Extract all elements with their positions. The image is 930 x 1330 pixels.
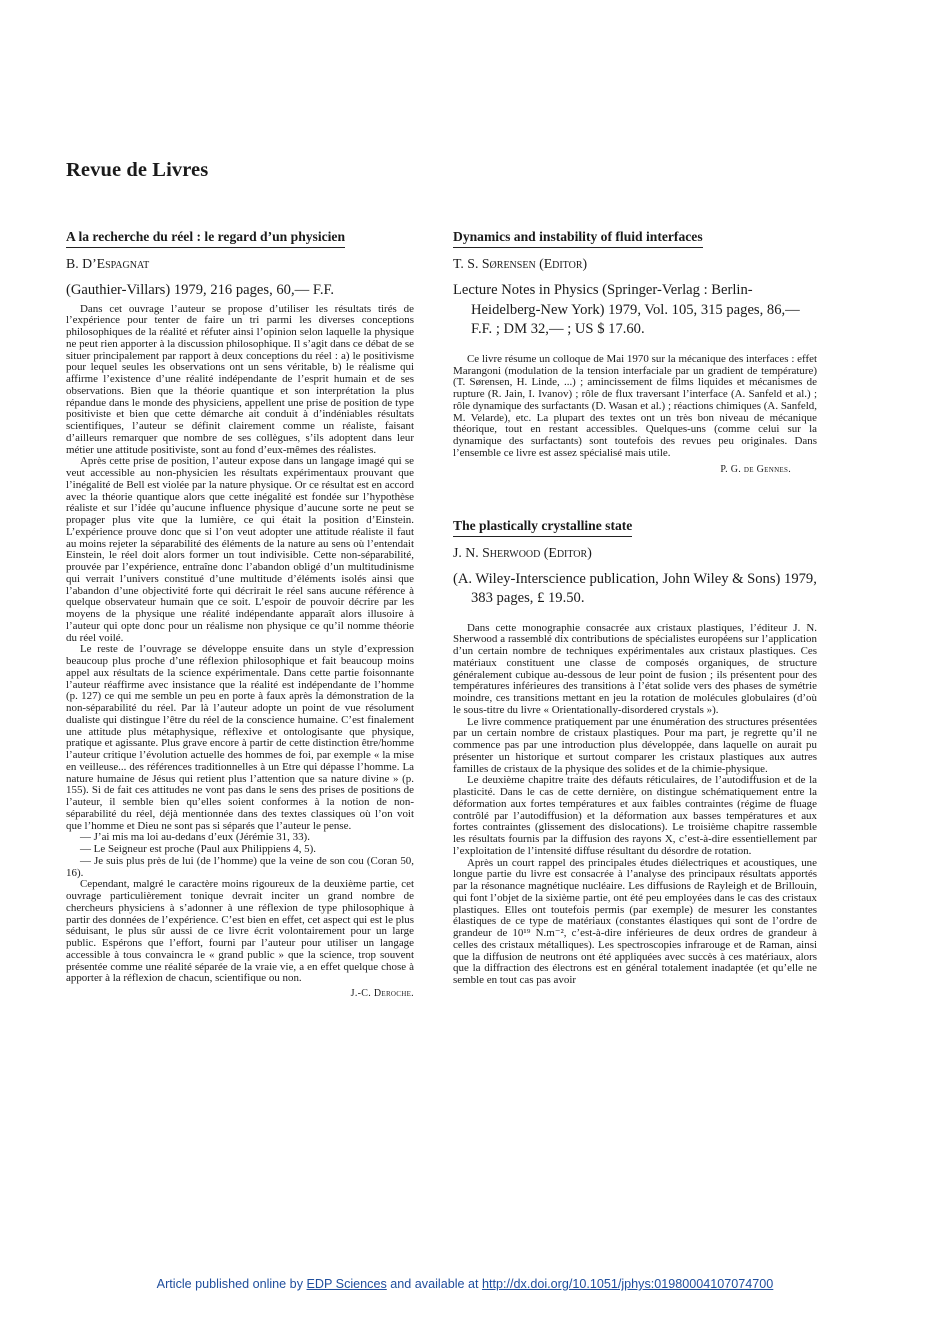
paragraph: Le livre commence pratiquement par une énumération des structures présentées par un certain nombre de cristaux plastiques. Pour ma part, je regrette qu’il ne commence pas par une introduction plus développée, dans laquelle on aurait pu présenter un historique et surtout comparer les cristaux plastiques aux autres familles de cristaux de la physique des solides et de la chimie-physique. <box>453 715 817 775</box>
right-review-2-title: The plastically crystalline state <box>453 517 632 537</box>
paragraph: Ce livre résume un colloque de Mai 1970 sur la mécanique des interfaces : effet Marangoni (modulation de la tension interfaciale par un gradient de température) (T. Sørensen, H. Linde, ...) ; amincissement de films liquides et mécanismes de rupture (R. Jain, I. Ivanov) ; rôle de flux traversant l’interface (A. Sanfeld et al.) ; rôle dynamique des surfactants (D. Wasan et al.) ; réactions chimiques (A. Sanfeld, M. Velarde), etc. La plupart des textes ont un très bon niveau de mécanique théorique, tout en restant accessibles. Quelques-uns (comme celui sur la dynamique des surfactants) sont toutefois des revues peu originales. Dans l’ensemble ce livre est assez spécialisé mais utile. <box>453 352 817 459</box>
paragraph: Après un court rappel des principales études diélectriques et acoustiques, une longue partie du livre est consacrée à l’analyse des principaux résultats apportés par la résonance magnétique nucléaire. Les diffusions de Rayleigh et de Brillouin, qui font l’objet de la sixième partie, ont été peu employées dans le cas des cristaux plastiques. Elles ont toutefois permis (par exemple) de mesurer les constantes élastiques de ce type de matériaux (constantes élastiques qui sont de l’ordre de grandeur de 10¹⁹ N.m⁻², c’est-à-dire inférieures de deux ordres de grandeur à celles des cristaux métalliques). Les spectroscopies infrarouge et de Raman, ainsi que la diffusion de neutrons ont été appliquées avec succès à ces matériaux, alors que la diffraction des électrons est en général totalement inadaptée (et qu’elle ne semble en tout cas pas avoir <box>453 856 817 987</box>
right-review-1-signature: P. G. de Gennes. <box>720 463 791 475</box>
paragraph: Le reste de l’ouvrage se développe ensuite dans un style d’expression beaucoup plus proche d’une réflexion philosophique et fait beaucoup moins appel aux résultats de la science expérimentale. Dans cette partie foisonnante l’auteur réaffirme avec insistance que la réalité est indépendante de l’homme (p. 127) ce qui me semble un peu en porte à faux après la démonstration de la non-séparabilité du réel. Par là l’auteur adopte un point de vue résolument dualiste qui distingue l’être du réel de la conscience humaine. C’est finalement une attitude plus métaphysique, réflexive et ontologisante que physique, pratique et agissante. Plus grave encore à partir de cette distinction être/homme l’auteur critique l’évolution actuelle des hommes de foi, par exemple « la mise en veilleuse... des références traditionnelles à un Etre qui dépasse l’homme. La nature humaine de Jésus qui retient plus l’attention que sa nature divine » (p. 155). Si de fait ces attitudes ne vont pas dans le sens des prises de positions de l’auteur, il semble bien qu’elles soient conformes à la notion de non-séparabilité du réel, déjà mentionnée dans des textes classiques où l’on voit que l’homme et Dieu ne sont pas si séparés que l’auteur le pense. <box>66 643 414 832</box>
quote: — J’ai mis ma loi au-dedans d’eux (Jérémie 31, 33). <box>80 831 310 844</box>
right-review-2-body <box>453 623 817 987</box>
paragraph: Après cette prise de position, l’auteur expose dans un langage imagé qui se veut accessible au non-physicien les résultats expérimentaux prouvant que l’inégalité de Bell est violée par la nature physique. Or ce résultat est en accord avec la théorie quantique alors que cette inégalité est fondée sur l’hypothèse réaliste et sur l’idée qu’aucune influence physique d’aucune sorte ne peut se propager plus vite que la lumière, ce qui était la position d’Einstein. L’expérience prouve donc que si l’on veut adopter une attitude réaliste il faut au moins rejeter la séparabilité des éléments de la nature au sens où l’entendait Einstein, le réel doit alors former un tout indivisible. Cette non-séparabilité, prouvée par l’expérience, entraîne donc l’abandon obligé d’un multitudinisme qui verrait l’univers constitué d’une multitude d’éléments isolés ainsi que l’abandon d’une objectivité forte qui décrirait le réel sans aucune référence à quelque observateur humain que ce soit. L’espoir de pouvoir décrire par les moyens de la physique une réalité indépendante apparaît alors illusoire à l’auteur qui opte donc pour un réalisme non physique ce qu’il nomme théorie du réel voilé. <box>66 455 414 644</box>
left-review-signature: J.-C. Deroche. <box>350 988 414 1000</box>
doi-link[interactable]: http://dx.doi.org/10.1051/jphys:01980004107074700 <box>482 1277 774 1291</box>
left-review-title: A la recherche du réel : le regard d’un physicien <box>66 228 345 248</box>
left-review <box>66 228 414 999</box>
quote: — Le Seigneur est proche (Paul aux Philippiens 4, 5). <box>80 843 317 856</box>
footer-middle: and available at <box>386 1277 483 1291</box>
left-review-author: B. D’Espagnat <box>66 256 150 271</box>
paragraph: Cependant, malgré le caractère moins rigoureux de la deuxième partie, cet ouvrage particulièrement tonique devrait inciter un grand nombre de chercheurs physiciens à s’adonner à une réflexion de type philosophique à partir des données de l’expérience. C’est bien en effet, cet aspect qui est le plus séduisant, le plus sûr aussi de ce livre écrit volontairement pour un large public. Espérons que l’effort, fourni par l’auteur pour utiliser un langage accessible à tous convaincra le « grand public » que la science, trop souvent présentée comme une réalité séparée de la vraie vie, a en effet quelque chose à apporter à la réflexion de chacun, scientifique ou non. <box>66 878 414 985</box>
right-review-1-body <box>453 354 817 460</box>
footer-notice <box>0 1277 930 1291</box>
footer-prefix: Article published online by <box>156 1277 307 1291</box>
right-review-1-publication: Lecture Notes in Physics (Springer-Verlag : Berlin-Heidelberg-New York) 1979, Vol. 105, 315 pages, 86,— F.F. ; DM 32,— ; US $ 17.60. <box>453 282 800 338</box>
left-review-body <box>66 304 414 986</box>
left-review-publication: (Gauthier-Villars) 1979, 216 pages, 60,— F.F. <box>66 282 335 298</box>
edp-sciences-link[interactable]: EDP Sciences <box>306 1277 387 1291</box>
section-title: Revue de Livres <box>66 159 209 181</box>
right-column <box>453 228 817 987</box>
right-review-2-author: J. N. Sherwood (Editor) <box>453 544 592 560</box>
right-review-2-publication: (A. Wiley-Interscience publication, John Wiley & Sons) 1979, 383 pages, £ 19.50. <box>453 570 817 607</box>
quote: — Je suis plus près de lui (de l’homme) que la veine de son cou (Coran 50, 16). <box>66 854 414 879</box>
right-review-1 <box>453 228 817 475</box>
right-review-1-author: T. S. Sørensen (Editor) <box>453 256 588 271</box>
paragraph: Dans cette monographie consacrée aux cristaux plastiques, l’éditeur J. N. Sherwood a rassemblé dix contributions de spécialistes européens sur l’application d’un certain nombre de techniques expérimentales aux cristaux plastiques. Ces matériaux constituent une classe de composés organiques, de structure généralement cubique au-dessous de leur point de fusion ; ils présentent pour des températures inférieures des transitions à l’état solide vers des phases de symétrie moindre, ces transitions mettant en jeu la rotation de molécules globulaires (d’où le sous-titre du livre « Orientationally-disordered crystals »). <box>453 621 817 716</box>
right-review-2 <box>453 517 817 987</box>
paragraph: Le deuxième chapitre traite des défauts réticulaires, de l’autodiffusion et de la plasticité. Dans le cas de cette dernière, on distingue schématiquement entre la déformation aux fortes températures et aux faibles contraintes (régime de fluage contrôlé par l’autodiffusion) et la déformation aux basses températures et aux fortes contraintes (glissement des dislocations). Le troisième chapitre rassemble les résultats fournis par la diffusion des rayons X, c’est-à-dire essentiellement par l’exploitation de l’intensité diffuse résultant du désordre de rotation. <box>453 774 817 857</box>
right-review-1-title: Dynamics and instability of fluid interfaces <box>453 228 703 248</box>
paragraph: Dans cet ouvrage l’auteur se propose d’utiliser les résultats tirés de l’expérience pour tenter de faire un tri parmi les diverses conceptions philosophiques de la réalité et réfuter ainsi l’opinion selon laquelle la physique ne peut rien apporter à la discussion philosophique. Il s’agit dans ce débat de se situer principalement par rapport à deux conceptions du réel : a) le positivisme pour lequel seules les observations ont un sens véritable, b) le réalisme qui affirme l’existence d’une réalité indépendante de l’esprit humain et de ses observations. Bien que la théorie quantique et son interprétation la plus répandue dans le monde des physiciens, appellent une prise de position de type positiviste et bien que cette démarche ait conduit à d’indéniables résultats scientifiques, l’auteur se définit clairement comme un réaliste, faisant d’ailleurs remarquer que nombre de ses collègues, s’ils adoptent dans leur métier une attitude positiviste, sont au fond d’eux-mêmes des réalistes. <box>66 302 414 456</box>
